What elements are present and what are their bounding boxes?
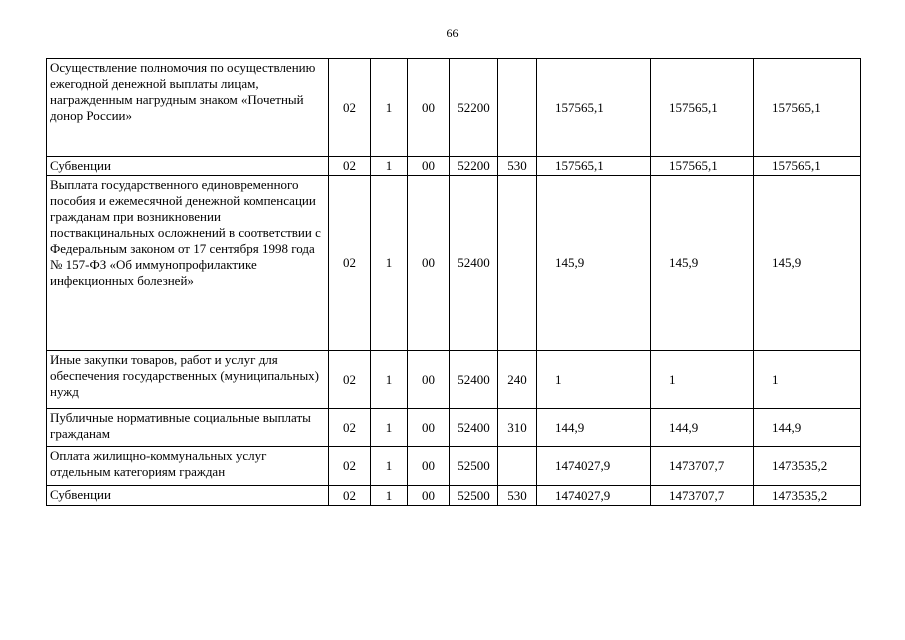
row-name-cell: Субвенции	[47, 157, 329, 176]
program-code-cell: 00	[408, 351, 450, 409]
section-code-cell: 02	[329, 447, 371, 486]
amount-year-2-cell: 157565,1	[651, 157, 754, 176]
program-code-cell: 00	[408, 486, 450, 506]
section-code-cell: 02	[329, 486, 371, 506]
table-row	[47, 447, 861, 486]
program-code-cell: 00	[408, 447, 450, 486]
expense-type-code-cell	[498, 176, 537, 351]
amount-year-2-cell: 1	[651, 351, 754, 409]
table-row	[47, 409, 861, 447]
section-code-cell: 02	[329, 176, 371, 351]
program-code-cell: 00	[408, 176, 450, 351]
amount-year-3-cell: 1473535,2	[754, 486, 861, 506]
expense-type-code-cell: 530	[498, 157, 537, 176]
amount-year-2-cell: 1473707,7	[651, 486, 754, 506]
amount-year-1-cell: 1	[537, 351, 651, 409]
expense-type-code-cell: 240	[498, 351, 537, 409]
row-name-cell: Выплата государственного единовременного пособия и ежемесячной денежной компенсации гражданам при возникновении поствакцинальных осложнений в соответствии с Федеральным законом от 17 сентября 1998 года № 157-ФЗ «Об иммунопрофилактике инфекционных болезней»	[47, 176, 329, 351]
section-code-cell: 02	[329, 157, 371, 176]
target-article-code-cell: 52500	[450, 447, 498, 486]
subsection-code-cell: 1	[371, 157, 408, 176]
amount-year-1-cell: 1474027,9	[537, 486, 651, 506]
amount-year-3-cell: 157565,1	[754, 59, 861, 157]
row-name-cell: Оплата жилищно-коммунальных услуг отдельным категориям граждан	[47, 447, 329, 486]
target-article-code-cell: 52400	[450, 351, 498, 409]
target-article-code-cell: 52200	[450, 59, 498, 157]
amount-year-1-cell: 144,9	[537, 409, 651, 447]
amount-year-1-cell: 157565,1	[537, 157, 651, 176]
program-code-cell: 00	[408, 409, 450, 447]
expense-type-code-cell: 310	[498, 409, 537, 447]
target-article-code-cell: 52400	[450, 409, 498, 447]
amount-year-2-cell: 1473707,7	[651, 447, 754, 486]
amount-year-1-cell: 157565,1	[537, 59, 651, 157]
table-row	[47, 59, 861, 157]
amount-year-3-cell: 144,9	[754, 409, 861, 447]
section-code-cell: 02	[329, 409, 371, 447]
target-article-code-cell: 52400	[450, 176, 498, 351]
table-row	[47, 351, 861, 409]
amount-year-3-cell: 1	[754, 351, 861, 409]
amount-year-1-cell: 145,9	[537, 176, 651, 351]
amount-year-2-cell: 157565,1	[651, 59, 754, 157]
amount-year-1-cell: 1474027,9	[537, 447, 651, 486]
expense-type-code-cell: 530	[498, 486, 537, 506]
amount-year-2-cell: 145,9	[651, 176, 754, 351]
table-row	[47, 176, 861, 351]
target-article-code-cell: 52500	[450, 486, 498, 506]
subsection-code-cell: 1	[371, 486, 408, 506]
table-row	[47, 486, 861, 506]
row-name-cell: Субвенции	[47, 486, 329, 506]
amount-year-3-cell: 1473535,2	[754, 447, 861, 486]
budget-table	[46, 58, 861, 506]
row-name-cell: Иные закупки товаров, работ и услуг для обеспечения государственных (муниципальных) нужд	[47, 351, 329, 409]
amount-year-3-cell: 157565,1	[754, 157, 861, 176]
section-code-cell: 02	[329, 59, 371, 157]
expense-type-code-cell	[498, 59, 537, 157]
subsection-code-cell: 1	[371, 351, 408, 409]
subsection-code-cell: 1	[371, 176, 408, 351]
row-name-cell: Осуществление полномочия по осуществлению ежегодной денежной выплаты лицам, награжденным нагрудным знаком «Почетный донор России»	[47, 59, 329, 157]
row-name-cell: Публичные нормативные социальные выплаты гражданам	[47, 409, 329, 447]
section-code-cell: 02	[329, 351, 371, 409]
amount-year-2-cell: 144,9	[651, 409, 754, 447]
program-code-cell: 00	[408, 157, 450, 176]
subsection-code-cell: 1	[371, 447, 408, 486]
subsection-code-cell: 1	[371, 59, 408, 157]
target-article-code-cell: 52200	[450, 157, 498, 176]
subsection-code-cell: 1	[371, 409, 408, 447]
table-row	[47, 157, 861, 176]
program-code-cell: 00	[408, 59, 450, 157]
expense-type-code-cell	[498, 447, 537, 486]
amount-year-3-cell: 145,9	[754, 176, 861, 351]
page-number: 66	[446, 26, 459, 40]
